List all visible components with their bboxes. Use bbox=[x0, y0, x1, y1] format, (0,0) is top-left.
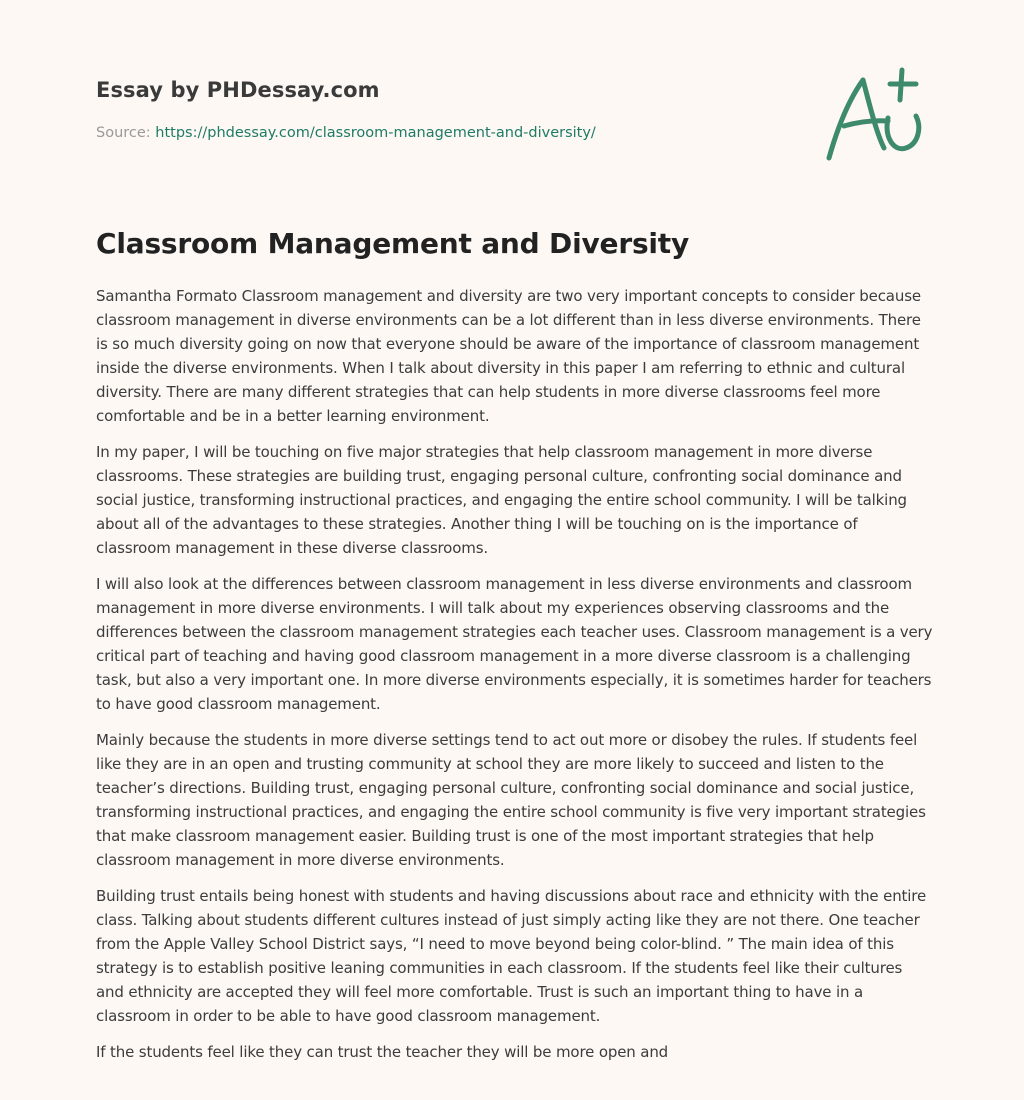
essay-body bbox=[96, 284, 934, 1076]
source-line bbox=[96, 123, 696, 143]
site-brand: Essay by PHDessay.com bbox=[96, 78, 380, 102]
essay-paragraph: Mainly because the students in more diverse settings tend to act out more or disobey the rules. If students feel like they are in an open and trusting community at school they are more likely to succeed and listen to the teacher’s directions. Building trust, engaging personal culture, confronting social dominance and social justice, transforming instructional practices, and engaging the entire school community is five very important strategies that make classroom management easier. Building trust is one of the most important strategies that help classroom management in more diverse environments. bbox=[96, 731, 926, 869]
source-label: Source: bbox=[96, 125, 156, 141]
essay-paragraph: If the students feel like they can trust the teacher they will be more open and bbox=[96, 1043, 669, 1061]
essay-title: Classroom Management and Diversity bbox=[96, 227, 690, 260]
essay-paragraph: Samantha Formato Classroom management and diversity are two very important concepts to consider because classroom management in diverse environments can be a lot different than in less diverse environments. There is so much diversity going on now that everyone should be aware of the importance of classroom management inside the diverse environments. When I talk about diversity in this paper I am referring to ethnic and cultural diversity. There are many different strategies that can help students in more diverse classrooms feel more comfortable and be in a better learning environment. bbox=[96, 287, 921, 425]
essay-header bbox=[96, 76, 696, 143]
a-plus-logo-icon bbox=[818, 66, 930, 166]
source-link[interactable]: https://phdessay.com/classroom-management-and-diversity/ bbox=[155, 125, 596, 141]
essay-paragraph: In my paper, I will be touching on five major strategies that help classroom management in more diverse classrooms. These strategies are building trust, engaging personal culture, confronting social dominance and social justice, transforming instructional practices, and engaging the entire school community. I will be talking about all of the advantages to these strategies. Another thing I will be touching on is the importance of classroom management in these diverse classrooms. bbox=[96, 443, 907, 557]
essay-paragraph: I will also look at the differences between classroom management in less diverse environments and classroom management in more diverse environments. I will talk about my experiences observing classrooms and the differences between the classroom management strategies each teacher uses. Classroom management is a very critical part of teaching and having good classroom management in a more diverse classroom is a challenging task, but also a very important one. In more diverse environments especially, it is sometimes harder for teachers to have good classroom management. bbox=[96, 575, 933, 713]
essay-paragraph: Building trust entails being honest with students and having discussions about race and ethnicity with the entire class. Talking about students different cultures instead of just simply acting like they are not there. One teacher from the Apple Valley School District says, “I need to move beyond being color-blind. ” The main idea of this strategy is to establish positive leaning communities in each classroom. If the students feel like their cultures and ethnicity are accepted they will feel more comfortable. Trust is such an important thing to have in a classroom in order to be able to have good classroom management. bbox=[96, 887, 927, 1025]
